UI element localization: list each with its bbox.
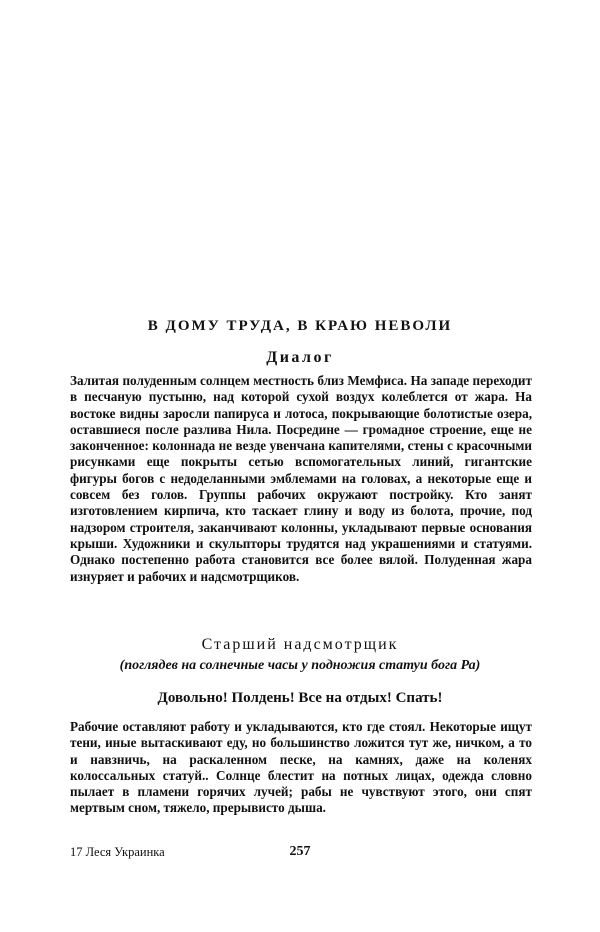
speech-line: Довольно! Полдень! Все на отдых! Спать! bbox=[157, 690, 443, 706]
play-title: В ДОМУ ТРУДА, В КРАЮ НЕВОЛИ bbox=[147, 318, 453, 334]
stage-direction-paragraph: Залитая полуденным солнцем местность близ Мемфиса. На западе переходит в песчаную пустыню, над которой сухой воздух колеблется от жара. На востоке видны заросли папируса и лотоса, покрывающие болотистые озера, оставшиеся после разлива Нила. Посредине — громадное строение, еще не законченное: колоннада не везде увенчана капителями, стены с красочными рисунками еще покрыты сетью вспомогательных линий, гигантские фигуры богов с недоделанными эмблемами на головах, а некоторые еще и совсем без голов. Группы рабочих окружают постройку. Кто занят изготовлением кирпича, кто таскает глину и воду из болота, прочие, под надзором строителя, заканчивают колонны, укладывают первые основания крыши. Художники и скульпторы трудятся над украшениями и статуями. Однако постепенно работа становится все более вялой. Полуденная жара изнуряет и рабочих и надсмотрщиков. bbox=[70, 373, 532, 584]
play-subtitle: Диалог bbox=[266, 349, 334, 366]
page-number: 257 bbox=[289, 844, 311, 859]
stage-direction-paragraph: Рабочие оставляют работу и укладываются, кто где стоял. Некоторые ищут тени, иные вытаскивают еду, но большинство ложится тут же, ничком, а то и навзничь, на раскаленном песке, на камнях, даже на коленях колоссальных статуй.. Солнце блестит на потных лицах, одежда словно пылает в пламени горячих лучей; рабы не чувствуют этого, они спят мертвым сном, тяжело, прерывисто дыша. bbox=[70, 719, 532, 816]
speaker-direction: (поглядев на солнечные часы у подножия статуи бога Ра) bbox=[119, 658, 481, 673]
footer-signature: 17 Леся Украинка bbox=[70, 845, 165, 859]
speaker-name: Старший надсмотрщик bbox=[201, 636, 399, 653]
